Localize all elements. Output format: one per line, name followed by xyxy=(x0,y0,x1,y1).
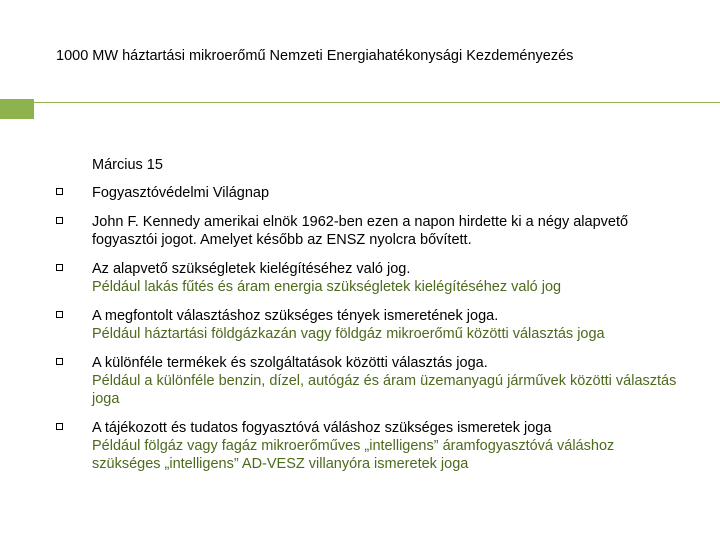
list-item xyxy=(56,260,686,296)
item-example: Például háztartási földgázkazán vagy földgáz mikroerőmű közötti választás joga xyxy=(92,326,605,342)
list-item xyxy=(56,354,686,408)
item-example: Például lakás fűtés és áram energia szükségletek kielégítéséhez való jog xyxy=(92,279,562,295)
accent-line xyxy=(0,102,720,103)
slide-content xyxy=(56,156,686,484)
list-item xyxy=(56,307,686,343)
item-example: Például fölgáz vagy fagáz mikroerőműves „intelligens” áramfogyasztóvá váláshoz szükséges „intelligens” AD-VESZ villanyóra ismeretek joga xyxy=(92,438,615,472)
date-heading: Március 15 xyxy=(92,157,163,173)
square-bullet-icon xyxy=(56,311,63,318)
item-text: John F. Kennedy amerikai elnök 1962-ben ezen a napon hirdette ki a négy alapvető fogyasztói jogot. Amelyet később az ENSZ nyolcra bővített. xyxy=(92,214,629,248)
square-bullet-icon xyxy=(56,217,63,224)
list-item xyxy=(56,184,686,202)
item-text: A megfontolt választáshoz szükséges tények ismeretének joga. xyxy=(92,308,499,324)
item-text: Az alapvető szükségletek kielégítéséhez való jog. xyxy=(92,261,411,277)
item-text: A különféle termékek és szolgáltatások közötti választás joga. xyxy=(92,355,488,371)
square-bullet-icon xyxy=(56,188,63,195)
item-text: A tájékozott és tudatos fogyasztóvá váláshoz szükséges ismeretek joga xyxy=(92,420,552,436)
list-item xyxy=(56,419,686,473)
square-bullet-icon xyxy=(56,358,63,365)
accent-block xyxy=(0,99,34,119)
square-bullet-icon xyxy=(56,264,63,271)
list-item xyxy=(56,213,686,249)
item-example: Például a különféle benzin, dízel, autógáz és áram üzemanyagú járművek közötti választás joga xyxy=(92,373,677,407)
square-bullet-icon xyxy=(56,423,63,430)
slide-title: 1000 MW háztartási mikroerőmű Nemzeti Energiahatékonysági Kezdeményezés xyxy=(56,48,574,64)
item-text: Fogyasztóvédelmi Világnap xyxy=(92,185,270,201)
